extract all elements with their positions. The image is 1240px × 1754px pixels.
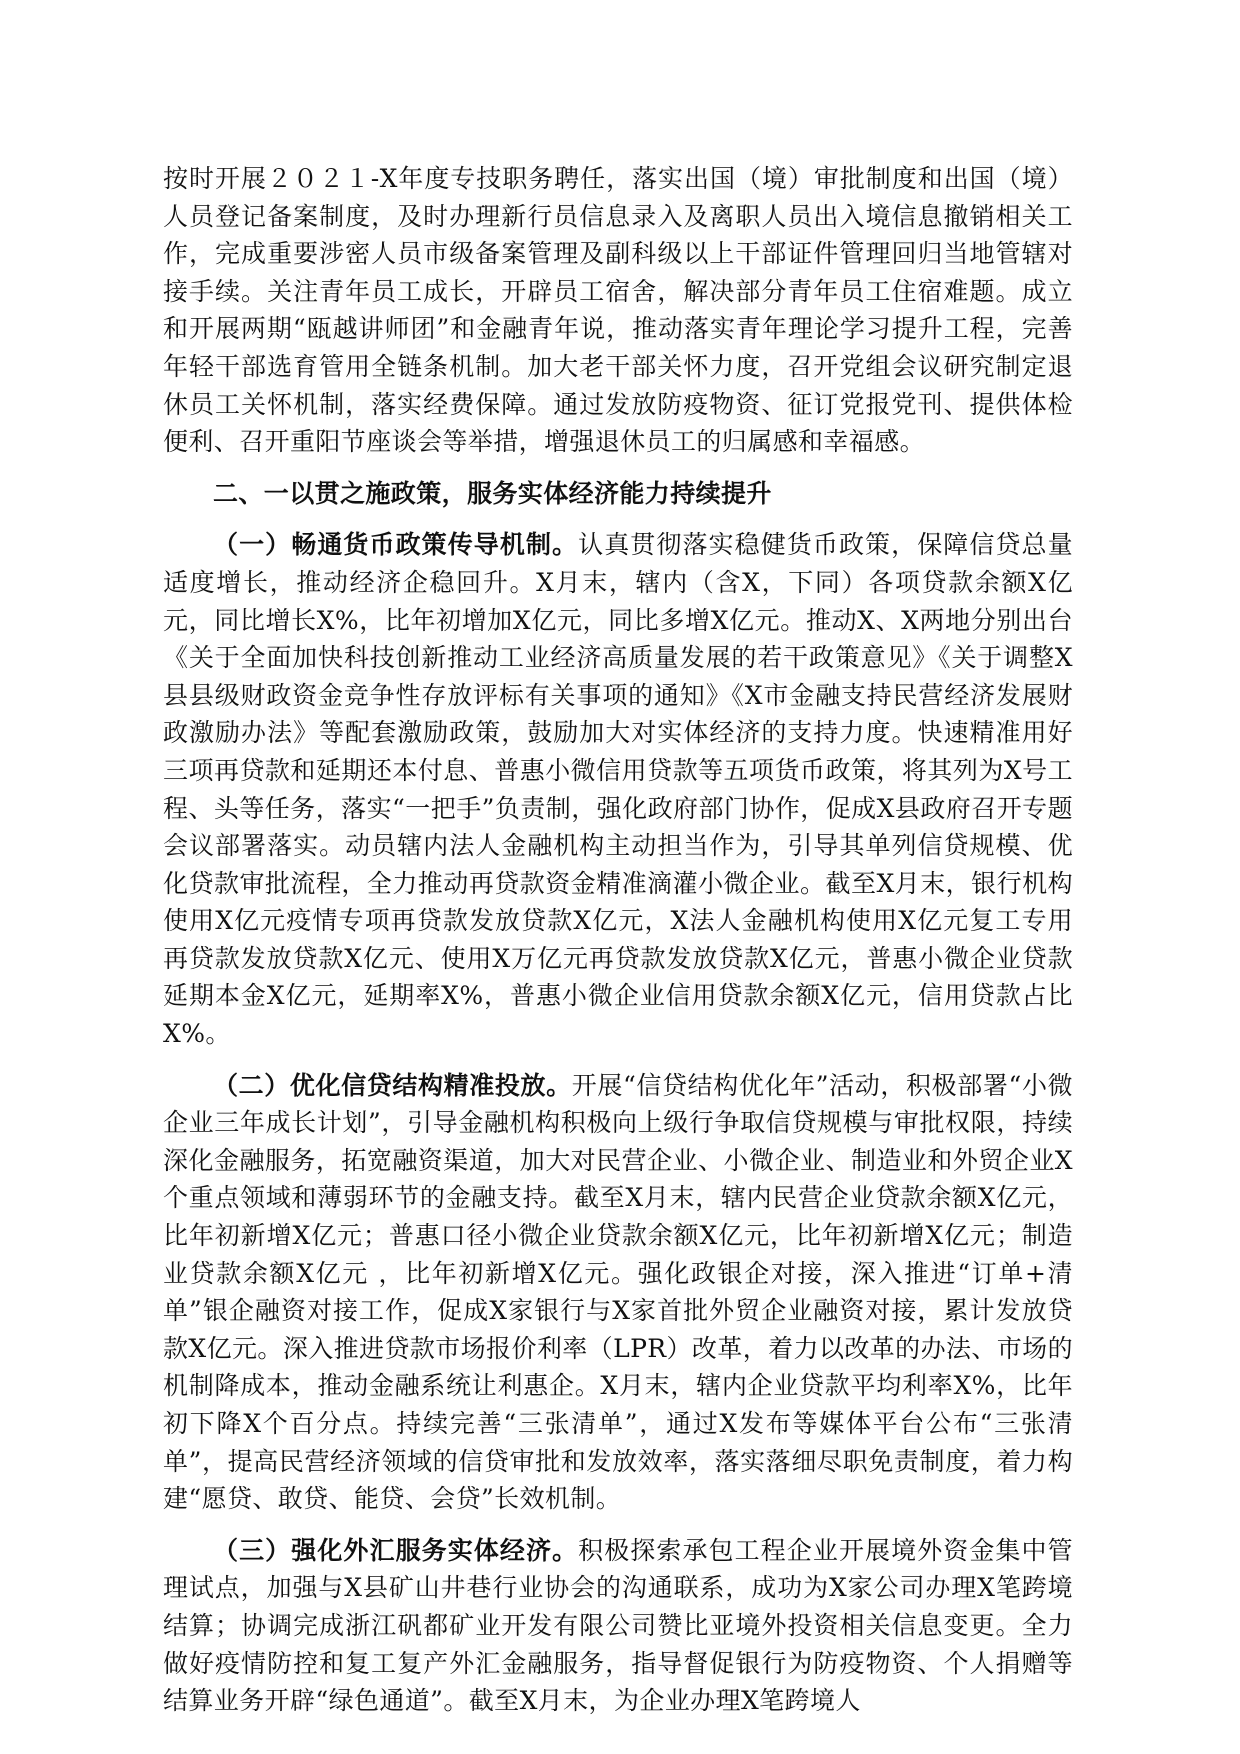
subsection-paragraph-2 (163, 1067, 1073, 1518)
subsection-text: 开展“信贷结构优化年”活动，积极部署“小微企业三年成长计划”，引导金融机构积极向上级行争取信贷规模与审批权限，持续深化金融服务，拓宽融资渠道，加大对民营企业、小微企业、制造业和外贸企业X个重点领域和薄弱环节的金融支持。截至X月末，辖内民营企业贷款余额X亿元，比年初新增X亿元；普惠口径小微企业贷款余额X亿元，比年初新增X亿元；制造业贷款余额X亿元 ，比年初新增X亿元。强化政银企对接，深入推进“订单+清单”银企融资对接工作，促成X家银行与X家首批外贸企业融资对接，累计发放贷款X亿元。深入推进贷款市场报价利率（LPR）改革，着力以改革的办法、市场的机制降成本，推动金融系统让利惠企。X月末，辖内企业贷款平均利率X%，比年初下降X个百分点。持续完善“三张清单”，通过X发布等媒体平台公布“三张清单”，提高民营经济领域的信贷审批和发放效率，落实落细尽职免责制度，着力构建“愿贷、敢贷、能贷、会贷”长效机制。 (163, 1070, 1073, 1514)
subsection-lead: （三）强化外汇服务实体经济。 (213, 1535, 579, 1565)
subsection-text: 积极探索承包工程企业开展境外资金集中管理试点，加强与X县矿山井巷行业协会的沟通联系，成功为X家公司办理X笔跨境结算；协调完成浙江矾都矿业开发有限公司赞比亚境外投资相关信息变更。全力做好疫情防控和复工复产外汇金融服务，指导督促银行为防疫物资、个人捐赠等结算业务开辟“绿色通道”。截至X月末，为企业办理X笔跨境人 (163, 1535, 1073, 1716)
subsection-text: 认真贯彻落实稳健货币政策，保障信贷总量适度增长，推动经济企稳回升。X月末，辖内（含X，下同）各项贷款余额X亿元，同比增长X%，比年初增加X亿元，同比多增X亿元。推动X、X两地分别出台《关于全面加快科技创新推动工业经济高质量发展的若干政策意见》《关于调整X县县级财政资金竞争性存放评标有关事项的通知》《X市金融支持民营经济发展财政激励办法》等配套激励政策，鼓励加大对实体经济的支持力度。快速精准用好三项再贷款和延期还本付息、普惠小微信用贷款等五项货币政策，将其列为X号工程、头等任务，落实“一把手”负责制，强化政府部门协作，促成X县政府召开专题会议部署落实。动员辖内法人金融机构主动担当作为，引导其单列信贷规模、优化贷款审批流程，全力推动再贷款资金精准滴灌小微企业。截至X月末，银行机构使用X亿元疫情专项再贷款发放贷款X亿元，X法人金融机构使用X亿元复工专用再贷款发放贷款X亿元、使用X万亿元再贷款发放贷款X亿元，普惠小微企业贷款延期本金X亿元，延期率X%，普惠小微企业信用贷款余额X亿元，信用贷款占比X%。 (163, 530, 1073, 1049)
section-heading: 二、一以贯之施政策，服务实体经济能力持续提升 (213, 478, 772, 508)
subsection-paragraph-1 (163, 526, 1073, 1052)
paragraph-text: 按时开展２０２１-X年度专技职务聘任，落实出国（境）审批制度和出国（境）人员登记备案制度，及时办理新行员信息录入及离职人员出入境信息撤销相关工作，完成重要涉密人员市级备案管理及副科级以上干部证件管理回归当地管辖对接手续。关注青年员工成长，开辟员工宿舍，解决部分青年员工住宿难题。成立和开展两期“瓯越讲师团”和金融青年说，推动落实青年理论学习提升工程，完善年轻干部选育管用全链条机制。加大老干部关怀力度，召开党组会议研究制定退休员工关怀机制，落实经费保障。通过发放防疫物资、征订党报党刊、提供体检便利、召开重阳节座谈会等举措，增强退休员工的归属感和幸福感。 (163, 164, 1073, 457)
document-page (163, 160, 1073, 1720)
subsection-paragraph-3 (163, 1532, 1073, 1720)
subsection-lead: （二）优化信贷结构精准投放。 (213, 1070, 572, 1100)
body-paragraph (163, 160, 1073, 461)
subsection-lead: （一）畅通货币政策传导机制。 (213, 530, 579, 560)
